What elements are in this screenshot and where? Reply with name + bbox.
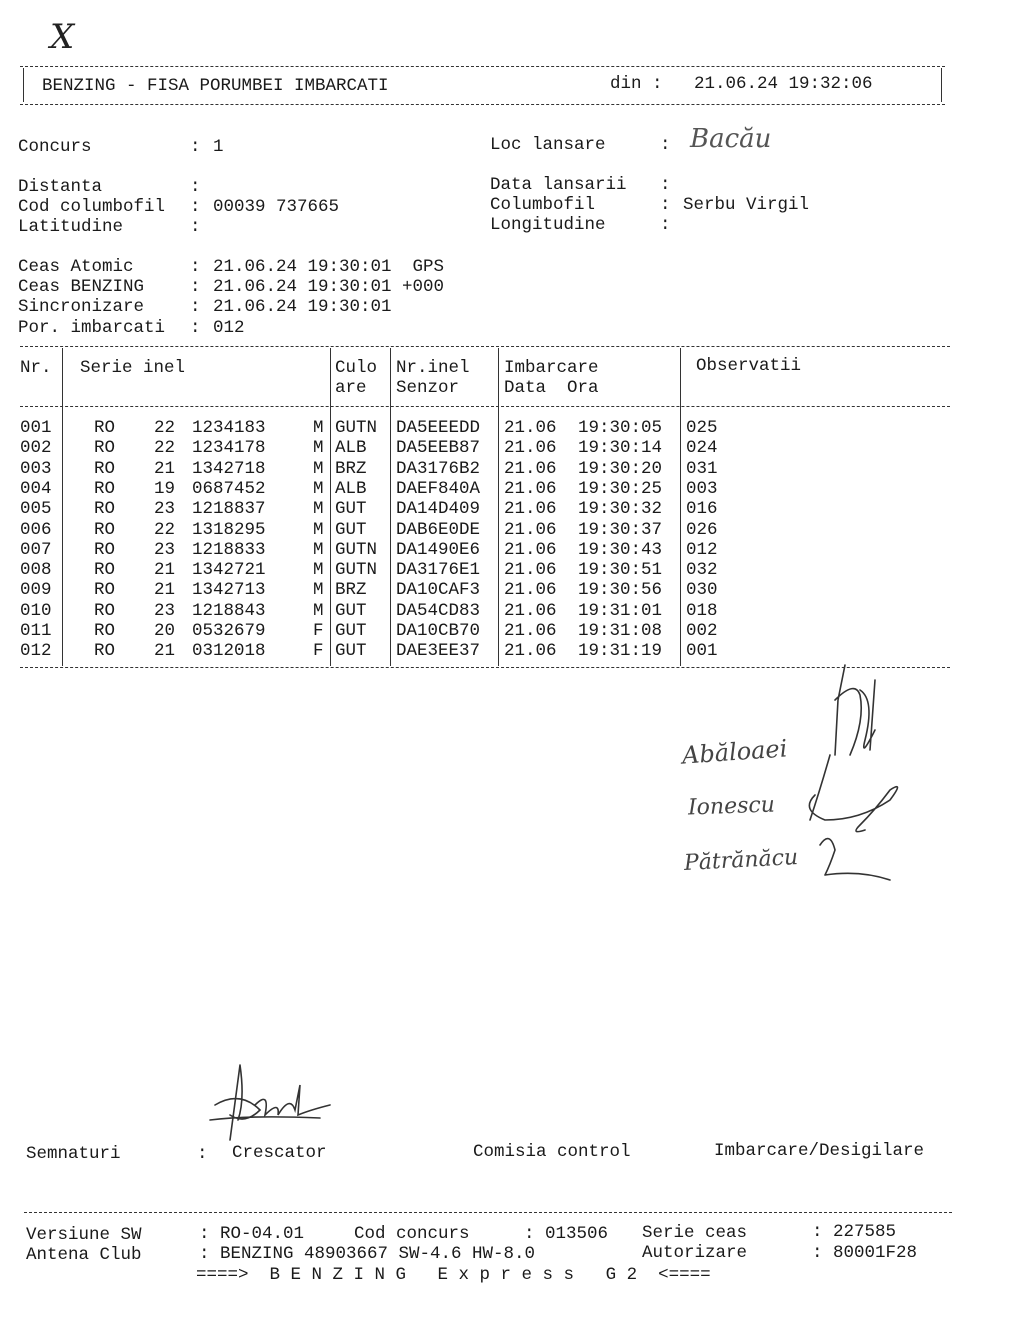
distanta-colon: : [190, 177, 201, 197]
row-year: 21 [154, 580, 176, 601]
row-ring-number: 0312018 [192, 641, 266, 662]
row-observation: 001 [686, 641, 718, 662]
por-imbarcati-label: Por. imbarcati [18, 318, 166, 338]
row-time: 19:30:20 [578, 458, 663, 479]
row-color: GUT [335, 499, 367, 520]
concurs-colon: : [190, 137, 201, 157]
ceas-benzing-value: 21.06.24 19:30:01 +000 [213, 277, 445, 297]
row-ring-number: 1234178 [192, 438, 266, 459]
row-color: BRZ [335, 580, 367, 601]
row-nr: 009 [20, 580, 52, 601]
table-row [0, 539, 1024, 562]
por-imbarcati-value: 012 [213, 318, 245, 338]
row-date: 21.06 [504, 580, 557, 601]
row-sensor: DA3176E1 [396, 560, 481, 581]
row-year: 21 [154, 458, 176, 479]
loc-lansare-label: Loc lansare [490, 135, 606, 155]
row-observation: 012 [686, 539, 718, 560]
loc-lansare-value: Bacău [690, 124, 772, 154]
row-time: 19:30:14 [578, 438, 663, 459]
data-lansarii-colon: : [660, 175, 671, 195]
row-observation: 030 [686, 580, 718, 601]
col-header-imbarcare-1: Imbarcare [504, 358, 599, 378]
row-date: 21.06 [504, 478, 557, 499]
row-observation: 002 [686, 621, 718, 641]
columbofil-value: Serbu Virgil [683, 195, 810, 215]
distanta-label: Distanta [18, 177, 103, 197]
date-label: din : [610, 74, 663, 94]
row-time: 19:30:25 [578, 478, 663, 499]
row-date: 21.06 [504, 560, 557, 581]
row-country: RO [94, 539, 116, 560]
row-observation: 025 [686, 418, 718, 438]
row-country: RO [94, 641, 116, 662]
row-sex: M [313, 438, 324, 459]
row-year: 22 [154, 418, 176, 438]
ceas-benzing-label: Ceas BENZING [18, 277, 145, 297]
row-year: 23 [154, 539, 176, 560]
row-nr: 004 [20, 478, 52, 499]
row-sex: M [313, 458, 324, 479]
row-sensor: DA5EEEDD [396, 418, 481, 438]
longitudine-colon: : [660, 215, 671, 235]
table-row [0, 582, 1024, 602]
row-date: 21.06 [504, 621, 557, 641]
row-color: ALB [335, 478, 367, 499]
row-year: 20 [154, 621, 176, 641]
table-row [0, 440, 1024, 460]
committee-name-1: Abăloaei [681, 734, 789, 770]
row-date: 21.06 [504, 641, 557, 662]
columbofil-colon: : [660, 195, 671, 215]
row-sex: M [313, 580, 324, 601]
row-observation: 032 [686, 560, 718, 581]
signatures-label: Semnaturi [26, 1144, 121, 1164]
row-ring-number: 1342721 [192, 560, 266, 581]
col-header-culoare-2: are [335, 378, 367, 398]
row-country: RO [94, 478, 116, 499]
row-nr: 002 [20, 438, 52, 459]
row-sensor: DA10CAF3 [396, 580, 481, 601]
row-sensor: DAE3EE37 [396, 641, 481, 662]
col-header-nrinel-1: Nr.inel [396, 358, 470, 378]
row-color: GUTN [335, 418, 378, 438]
autorizare-label: Autorizare [642, 1243, 748, 1263]
table-row [0, 600, 1024, 623]
row-color: GUT [335, 600, 367, 621]
row-year: 22 [154, 438, 176, 459]
row-sensor: DA54CD83 [396, 600, 481, 621]
row-country: RO [94, 519, 116, 540]
benzing-banner: ====> B E N Z I N G E x p r e s s G 2 <==== [196, 1265, 711, 1285]
row-ring-number: 0532679 [192, 621, 266, 641]
latitudine-colon: : [190, 217, 201, 237]
row-date: 21.06 [504, 600, 557, 621]
row-year: 21 [154, 641, 176, 662]
row-year: 22 [154, 519, 176, 540]
imbarcare-desigilare-label: Imbarcare/Desigilare [714, 1141, 925, 1161]
row-color: GUT [335, 519, 367, 540]
row-nr: 007 [20, 539, 52, 560]
row-nr: 006 [20, 519, 52, 540]
ceas-atomic-label: Ceas Atomic [18, 257, 134, 277]
row-sensor: DA5EEB87 [396, 438, 481, 459]
col-header-nrinel-2: Senzor [396, 378, 460, 398]
row-sex: F [313, 641, 324, 662]
serie-ceas-value: : 227585 [812, 1222, 897, 1242]
row-time: 19:30:56 [578, 580, 663, 601]
sincronizare-value: 21.06.24 19:30:01 [213, 297, 392, 317]
row-date: 21.06 [504, 539, 557, 560]
row-country: RO [94, 499, 116, 520]
ceas-atomic-value: 21.06.24 19:30:01 GPS [213, 257, 445, 277]
document-title: BENZING - FISA PORUMBEI IMBARCATI [42, 76, 389, 96]
comisia-control-label: Comisia control [473, 1142, 631, 1162]
row-time: 19:30:05 [578, 418, 663, 438]
row-sex: F [313, 621, 324, 641]
row-ring-number: 1342713 [192, 580, 266, 601]
col-header-serie: Serie inel [80, 358, 186, 378]
committee-name-2: Ionescu [687, 792, 776, 821]
sincronizare-colon: : [190, 297, 201, 317]
table-row [0, 458, 1024, 481]
row-observation: 016 [686, 499, 718, 520]
cod-columbofil-colon: : [190, 197, 201, 217]
ceas-atomic-colon: : [190, 257, 201, 277]
por-imbarcati-colon: : [190, 318, 201, 338]
table-row [0, 562, 1024, 582]
row-date: 21.06 [504, 438, 557, 459]
row-country: RO [94, 580, 116, 601]
cod-concurs-value: : 013506 [524, 1224, 609, 1244]
row-date: 21.06 [504, 458, 557, 479]
row-sex: M [313, 560, 324, 581]
row-nr: 003 [20, 458, 52, 479]
row-ring-number: 1318295 [192, 519, 266, 540]
versiune-value: : RO-04.01 [199, 1224, 305, 1244]
date-value: 21.06.24 19:32:06 [694, 74, 873, 94]
row-country: RO [94, 458, 116, 479]
row-nr: 008 [20, 560, 52, 581]
latitudine-label: Latitudine [18, 217, 124, 237]
col-header-imbarcare-2: Data Ora [504, 378, 599, 398]
row-sensor: DAEF840A [396, 478, 481, 499]
row-country: RO [94, 621, 116, 641]
autorizare-value: : 80001F28 [812, 1243, 918, 1263]
row-observation: 031 [686, 458, 718, 479]
row-country: RO [94, 418, 116, 438]
concurs-value: 1 [213, 137, 224, 157]
row-time: 19:31:08 [578, 621, 663, 641]
row-nr: 010 [20, 600, 52, 621]
row-country: RO [94, 560, 116, 581]
row-ring-number: 1218833 [192, 539, 266, 560]
row-country: RO [94, 600, 116, 621]
table-row [0, 478, 1024, 501]
row-ring-number: 0687452 [192, 478, 266, 499]
row-time: 19:30:51 [578, 560, 663, 581]
row-observation: 024 [686, 438, 718, 459]
row-observation: 018 [686, 600, 718, 621]
row-nr: 011 [20, 621, 52, 641]
row-nr: 001 [20, 418, 52, 438]
table-row [0, 420, 1024, 440]
row-time: 19:31:19 [578, 641, 663, 662]
row-nr: 005 [20, 499, 52, 520]
committee-name-3: Pătrănăcu [683, 845, 799, 876]
row-year: 21 [154, 560, 176, 581]
longitudine-label: Longitudine [490, 215, 606, 235]
row-sex: M [313, 600, 324, 621]
row-color: ALB [335, 438, 367, 459]
row-sex: M [313, 519, 324, 540]
antena-label: Antena Club [26, 1245, 142, 1265]
row-ring-number: 1234183 [192, 418, 266, 438]
row-sensor: DA14D409 [396, 499, 481, 520]
serie-ceas-label: Serie ceas [642, 1223, 748, 1243]
row-sex: M [313, 478, 324, 499]
row-sensor: DA10CB70 [396, 621, 481, 641]
crescator-label: Crescator [232, 1143, 327, 1163]
antena-value: : BENZING 48903667 SW-4.6 HW-8.0 [199, 1244, 536, 1264]
row-observation: 026 [686, 519, 718, 540]
row-sensor: DA3176B2 [396, 458, 481, 479]
row-color: GUT [335, 621, 367, 641]
columbofil-label: Columbofil [490, 195, 596, 215]
ceas-benzing-colon: : [190, 277, 201, 297]
concurs-label: Concurs [18, 137, 92, 157]
row-ring-number: 1342718 [192, 458, 266, 479]
row-sensor: DAB6E0DE [396, 519, 481, 540]
cod-columbofil-label: Cod columbofil [18, 197, 166, 217]
col-header-nr: Nr. [20, 358, 52, 378]
table-row [0, 501, 1024, 521]
row-year: 23 [154, 600, 176, 621]
sincronizare-label: Sincronizare [18, 297, 145, 317]
row-date: 21.06 [504, 519, 557, 540]
col-header-culoare-1: Culo [335, 358, 378, 378]
signatures-colon: : [197, 1144, 208, 1164]
row-date: 21.06 [504, 499, 557, 520]
corner-handwritten-mark: X [50, 17, 75, 57]
row-nr: 012 [20, 641, 52, 662]
table-row [0, 623, 1024, 643]
table-row [0, 519, 1024, 542]
row-ring-number: 1218837 [192, 499, 266, 520]
row-time: 19:30:37 [578, 519, 663, 540]
row-observation: 003 [686, 478, 718, 499]
row-time: 19:31:01 [578, 600, 663, 621]
row-color: BRZ [335, 458, 367, 479]
data-lansarii-label: Data lansarii [490, 175, 627, 195]
row-date: 21.06 [504, 418, 557, 438]
row-ring-number: 1218843 [192, 600, 266, 621]
row-color: GUTN [335, 539, 378, 560]
row-sex: M [313, 418, 324, 438]
row-year: 23 [154, 499, 176, 520]
row-time: 19:30:43 [578, 539, 663, 560]
loc-lansare-colon: : [660, 135, 671, 155]
row-time: 19:30:32 [578, 499, 663, 520]
col-header-observatii: Observatii [696, 356, 802, 376]
row-color: GUT [335, 641, 367, 662]
row-year: 19 [154, 478, 176, 499]
row-country: RO [94, 438, 116, 459]
row-sex: M [313, 539, 324, 560]
cod-concurs-label: Cod concurs [354, 1224, 470, 1244]
versiune-label: Versiune SW [26, 1225, 142, 1245]
row-sensor: DA1490E6 [396, 539, 481, 560]
row-color: GUTN [335, 560, 378, 581]
row-sex: M [313, 499, 324, 520]
cod-columbofil-value: 00039 737665 [213, 197, 340, 217]
crescator-signature [200, 1060, 350, 1150]
